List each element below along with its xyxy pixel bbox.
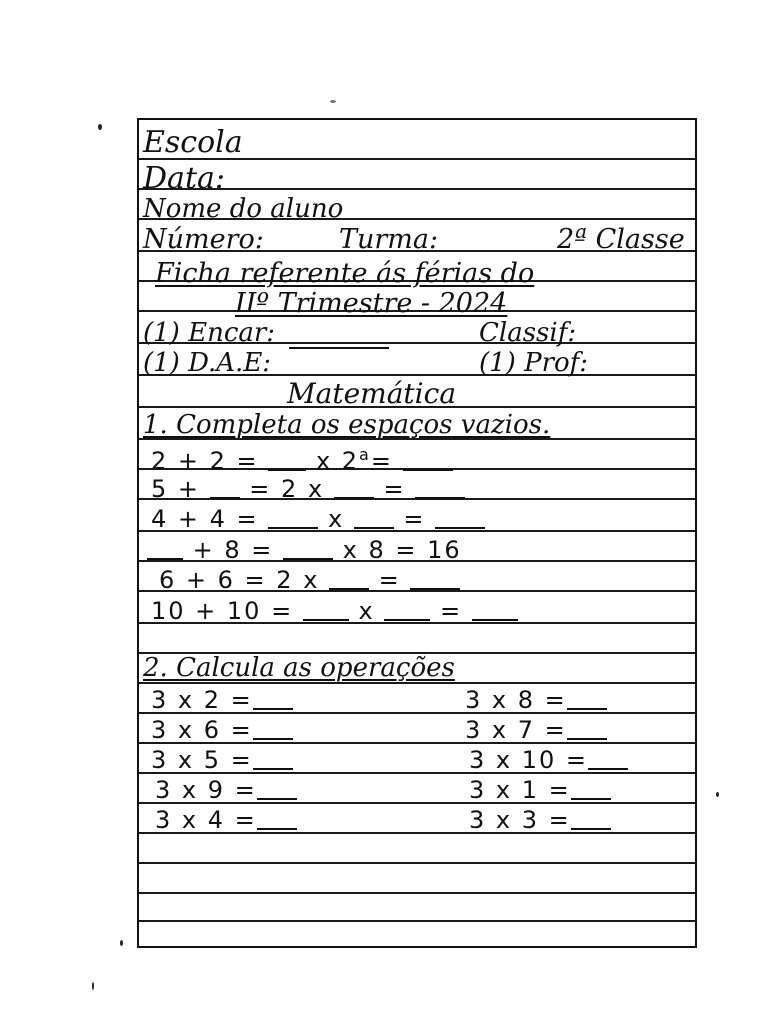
expression-text: = 16 <box>395 536 462 564</box>
grade-classification-label: Classif: <box>479 318 577 348</box>
class-group-label: Turma: <box>339 224 439 255</box>
worksheet-title-line2: IIº Trimestre - 2024 <box>235 288 508 319</box>
answer-blank <box>257 797 297 800</box>
expression-text: 3 x 5 = <box>151 746 253 774</box>
expression-text: = 2 <box>249 475 299 503</box>
scan-speck <box>716 792 719 797</box>
expression-text: = <box>370 447 393 475</box>
worksheet-sheet <box>137 118 697 948</box>
answer-blank <box>435 526 485 529</box>
teacher-signature-label: (1) Prof: <box>479 348 589 378</box>
answer-blank <box>210 496 240 499</box>
expression-text: = <box>378 566 401 594</box>
guardian-signature-blank <box>289 346 389 349</box>
expression-text: x <box>327 505 345 533</box>
answer-blank <box>571 827 611 830</box>
answer-blank <box>410 587 460 590</box>
exercise2-left-item <box>151 688 293 712</box>
exercise2-left-item <box>155 778 297 802</box>
exercise1-row <box>159 568 460 592</box>
exercise2-left-item <box>151 718 293 742</box>
answer-blank <box>253 707 293 710</box>
exercise1-row <box>151 477 465 501</box>
exercise2-right-item <box>465 718 607 742</box>
exercise1-row <box>151 507 485 531</box>
answer-blank <box>147 557 183 560</box>
expression-text: x 8 <box>342 536 386 564</box>
answer-blank <box>283 557 333 560</box>
exercise2-right-item <box>469 748 628 772</box>
exercise2-right-item <box>469 808 611 832</box>
expression-text: = <box>383 475 406 503</box>
grade-label: 2ª Classe <box>557 224 685 255</box>
exercise1-row <box>151 599 518 623</box>
expression-text: 3 x 3 = <box>469 806 571 834</box>
answer-blank <box>567 737 607 740</box>
expression-text: 3 x 10 = <box>469 746 589 774</box>
expression-text: 4 + 4 = <box>151 505 259 533</box>
expression-text: 10 + 10 = <box>151 597 294 625</box>
ruled-line <box>139 862 695 864</box>
ruled-line <box>139 920 695 922</box>
answer-blank <box>354 526 394 529</box>
expression-text: 6 + 6 = 2 <box>159 566 294 594</box>
exercise1-row <box>147 538 462 562</box>
scan-speck <box>92 982 94 990</box>
student-name-label: Nome do aluno <box>143 194 344 224</box>
answer-blank <box>257 827 297 830</box>
expression-text: 3 x 4 = <box>155 806 257 834</box>
expression-text: x <box>303 566 320 594</box>
expression-text: x 2 <box>315 447 360 475</box>
answer-blank <box>403 468 453 471</box>
worksheet-title-line1: Ficha referente ás férias do <box>155 258 535 289</box>
expression-text: x <box>307 475 325 503</box>
number-label: Número: <box>143 224 264 255</box>
school-label: Escola <box>143 125 243 160</box>
expression-text: 3 x 1 = <box>469 776 571 804</box>
answer-blank <box>334 496 374 499</box>
answer-blank <box>253 767 293 770</box>
answer-blank <box>415 496 465 499</box>
guardian-signature-label: (1) Encar: <box>143 318 276 348</box>
answer-blank <box>253 737 293 740</box>
ruled-line <box>139 892 695 894</box>
expression-text: x <box>358 597 375 625</box>
superscript-text: a <box>359 445 371 464</box>
exercise1-row <box>151 447 453 473</box>
expression-text: = <box>439 597 463 625</box>
expression-text: 3 x 2 = <box>151 686 253 714</box>
answer-blank <box>472 618 518 621</box>
scan-speck <box>330 100 336 103</box>
dae-signature-label: (1) D.A.E: <box>143 348 272 378</box>
scan-speck <box>98 124 102 130</box>
answer-blank <box>571 797 611 800</box>
exercise1-instruction: 1. Completa os espaços vazios. <box>143 410 551 440</box>
exercise2-right-item <box>465 688 607 712</box>
subject-heading: Matemática <box>287 377 457 410</box>
date-label: Data: <box>143 161 225 196</box>
answer-blank <box>567 707 607 710</box>
expression-text: 3 x 6 = <box>151 716 253 744</box>
expression-text: + 8 = <box>192 536 274 564</box>
scan-speck <box>120 940 123 946</box>
expression-text: 3 x 7 = <box>465 716 567 744</box>
expression-text: 5 + <box>151 475 201 503</box>
answer-blank <box>588 767 628 770</box>
exercise2-left-item <box>151 748 293 772</box>
expression-text: = <box>403 505 426 533</box>
expression-text: 2 + 2 = <box>151 447 259 475</box>
expression-text: 3 x 9 = <box>155 776 257 804</box>
exercise2-instruction: 2. Calcula as operações <box>143 653 455 683</box>
answer-blank <box>268 468 306 471</box>
exercise2-left-item <box>155 808 297 832</box>
answer-blank <box>268 526 318 529</box>
expression-text: 3 x 8 = <box>465 686 567 714</box>
exercise2-right-item <box>469 778 611 802</box>
answer-blank <box>303 618 349 621</box>
answer-blank <box>384 618 430 621</box>
answer-blank <box>329 587 369 590</box>
